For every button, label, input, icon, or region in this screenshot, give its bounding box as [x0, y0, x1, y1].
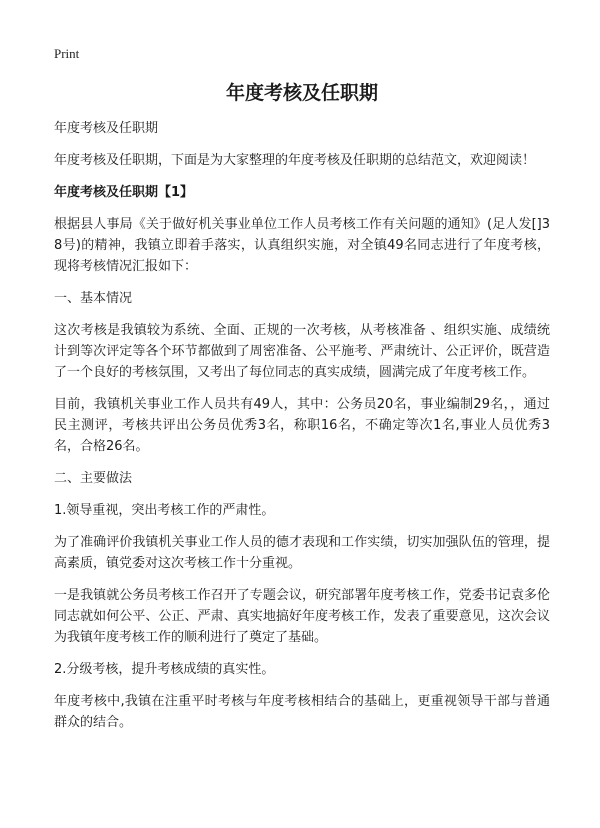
- intro-paragraph: 年度考核及任职期，下面是为大家整理的年度考核及任职期的总结范文，欢迎阅读！: [54, 153, 536, 168]
- document-body: [54, 80, 550, 744]
- heading-main-practices: 二、主要做法: [54, 471, 133, 486]
- paragraph-notice: 根据县人事局《关于做好机关事业单位工作人员考核工作有关问题的通知》(足人发[]38号)的精神，我镇立即着手落实，认真组织实施，对全镇49名同志进行了年度考核，现将考核情况汇报如下：: [54, 217, 550, 274]
- section-title: 年度考核及任职期【1】: [54, 185, 194, 200]
- paragraph-evaluation: 为了准确评价我镇机关事业工作人员的德才表现和工作实绩，切实加强队伍的管理，提高素质，镇党委对这次考核工作十分重视。: [54, 535, 550, 571]
- print-link[interactable]: Print: [54, 46, 80, 61]
- paragraph-meeting: 一是我镇就公务员考核工作召开了专题会议，研究部署年度考核工作，党委书记袁多伦同志就如何公平、公正、严肃、真实地搞好年度考核工作，发表了重要意见，这次会议为我镇年度考核工作的顺利进行了奠定了基础。: [54, 588, 550, 645]
- paragraph-combination: 年度考核中,我镇在注重平时考核与年度考核相结合的基础上，更重视领导干部与普通群众的结合。: [54, 694, 550, 730]
- subheading-leadership: 1.领导重视，突出考核工作的严肃性。: [54, 503, 275, 518]
- page-title: 年度考核及任职期: [225, 82, 378, 104]
- paragraph-overview: 这次考核是我镇较为系统、全面、正规的一次考核，从考核准备 、组织实施、成绩统计到等次评定等各个环节都做到了周密准备、公平施考、严肃统计、公正评价，既营造了一个良好的考核氛围，又考出了每位同志的真实成绩，圆满完成了年度考核工作。: [54, 323, 550, 380]
- paragraph-statistics: 目前，我镇机关事业工作人员共有49人，其中：公务员20名，事业编制29名，，通过民主测评，考核共评出公务员优秀3名，称职16名，不确定等次1名,事业人员优秀3名，合格26名。: [54, 397, 550, 454]
- subheading-graded-assessment: 2.分级考核，提升考核成绩的真实性。: [54, 662, 275, 677]
- document-subtitle: 年度考核及任职期: [54, 121, 159, 136]
- heading-basic-situation: 一、基本情况: [54, 291, 133, 306]
